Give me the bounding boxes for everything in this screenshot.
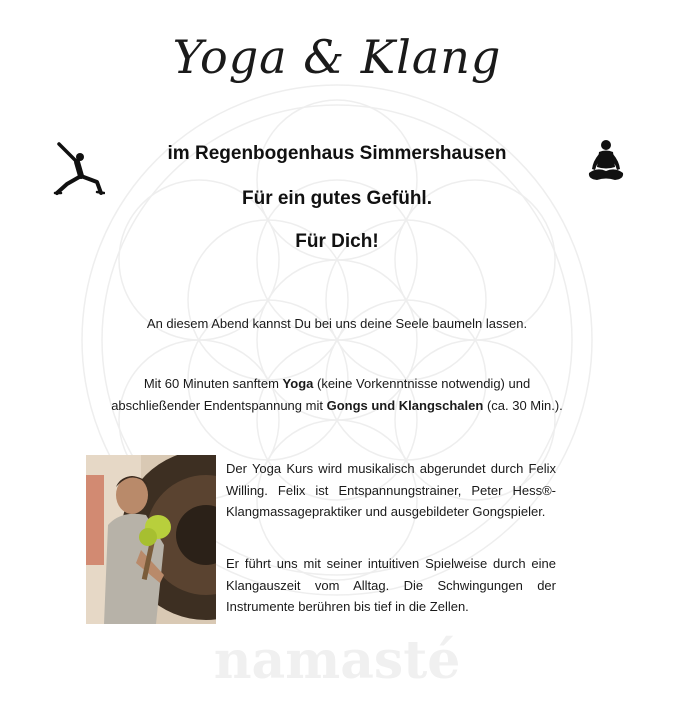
- page-title: Yoga & Klang: [172, 30, 502, 84]
- gongs-emphasis: Gongs und Klangschalen: [326, 398, 484, 413]
- tagline-heading: Für ein gutes Gefühl.: [241, 188, 432, 209]
- program-text-part2: (keine Vorkenntnisse notwendig) und: [313, 376, 531, 391]
- bio-paragraph-1: Der Yoga Kurs wird musikalisch abgerundet durch Felix Willing. Felix ist Entspannungstrainer, Peter Hess®-Klangmassagepraktiker und ausgebildeter Gongspieler.: [226, 461, 556, 519]
- program-text-part4: (ca. 30 Min.).: [483, 398, 563, 413]
- gong-player-photo: [86, 455, 216, 624]
- watermark-text: namasté: [213, 630, 461, 691]
- for-you-heading: Für Dich!: [295, 231, 379, 252]
- program-text: [0, 373, 674, 417]
- yoga-emphasis: Yoga: [282, 376, 314, 391]
- location-heading: im Regenbogenhaus Simmershausen: [167, 143, 507, 164]
- bio-paragraph-2: Er führt uns mit seiner intuitiven Spielweise durch eine Klangauszeit vom Alltag. Die Schwingungen der Instrumente berühren bis tief in die Zellen.: [226, 556, 556, 614]
- program-text-part3: abschließender Endentspannung mit: [111, 398, 327, 413]
- program-text-part1: Mit 60 Minuten sanftem: [143, 376, 283, 391]
- intro-text: An diesem Abend kannst Du bei uns deine Seele baumeln lassen.: [146, 316, 528, 331]
